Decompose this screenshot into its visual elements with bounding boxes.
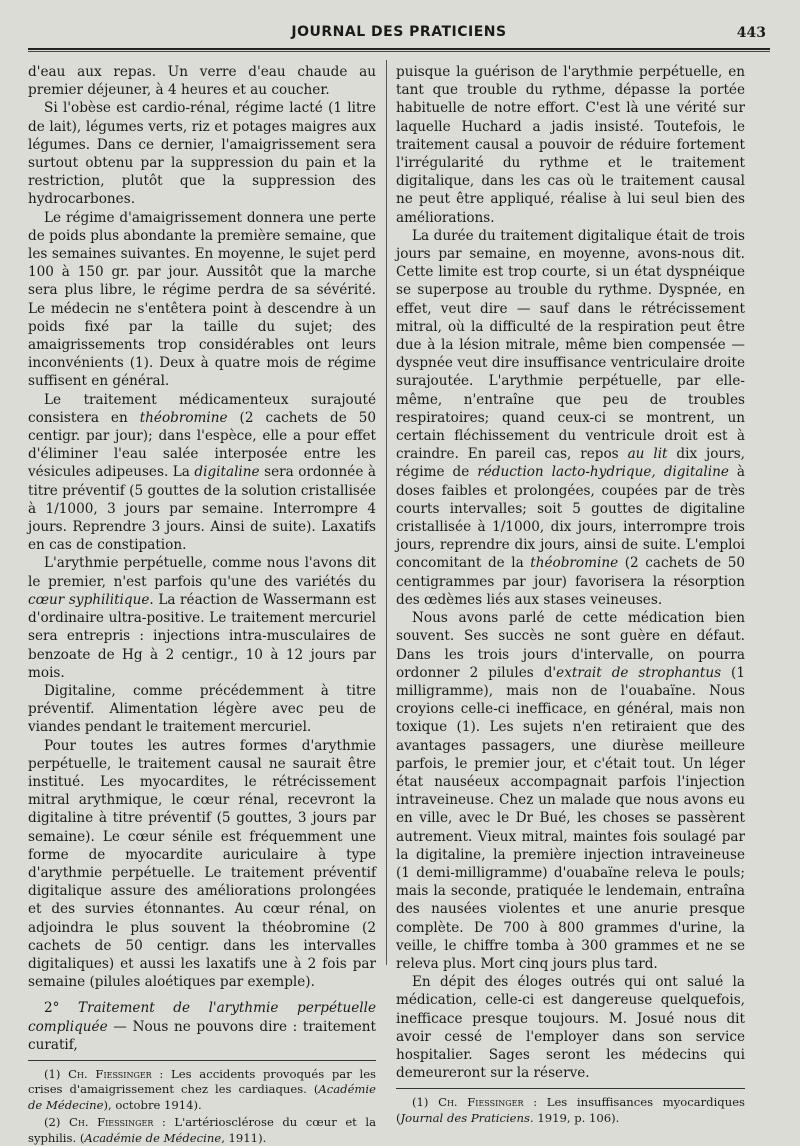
section-number: 2° xyxy=(44,1000,79,1017)
section-heading xyxy=(28,999,376,1054)
footnote-rule xyxy=(396,1088,745,1089)
footnote xyxy=(396,1095,745,1126)
text-run: à doses faibles et prolongées, coupées par de très courts intervalles; soit 5 gouttes de digitaline cristallisée à 1/1000, dix jours, interrompre trois jours, reprendre dix jours, ainsi de suite. L'emploi concomitant de la xyxy=(396,464,745,572)
page-number: 443 xyxy=(736,25,766,41)
italic-term: cœur syphilitique xyxy=(28,591,150,608)
text-run: (2 cachets de 50 centigr. par jour); dans l'espèce, elle a pour effet d'éliminer l'eau salée interposée entre les vésicules adipeuses. La xyxy=(28,409,377,481)
footnote-author: Ch. Fiessinger xyxy=(68,1066,152,1081)
footnote-author: Ch. Fiessinger xyxy=(438,1095,524,1110)
paragraph: puisque la guérison de l'arythmie perpétuelle, en tant que trouble du rythme, dépasse la portée habituelle de notre effort. C'est là une vérité sur laquelle Huchard a jadis insisté. Toutefois, le traitement causal a pouvoir de réduire fortement l'irrégularité du rythme et le traitement digitalique, dans les cas où le traitement causal ne peut être appliqué, réalise à lui seul bien des améliorations. xyxy=(396,64,745,226)
text-run: La durée du traitement digitalique était de trois jours par semaine, en moyenne, avons-nous dit. Cette limite est trop courte, si un état dyspnéique se superpose au trouble du rythme. Dyspnée, en effet, veut dire — sauf dans le rétrécissement mitral, où la difficulté de la respiration peut être due à la lésion mitrale, même bien compensée — dyspnée veut dire insuffisance ventriculaire droite surajoutée. L'arythmie perpétuelle, par elle-même, n'entraîne que peu de troubles respiratoires; quand ceux-ci se montrent, un certain fléchissement du ventricule droit est à craindre. En pareil cas, repos xyxy=(396,227,745,463)
column-separator xyxy=(386,60,387,965)
text-run: . 1919, p. 106). xyxy=(529,1110,620,1125)
text-run: (2 cachets de 50 centigrammes par jour) favorisera la résorption des œdèmes liés aux stases veineuses. xyxy=(396,555,745,608)
text-run: dix jours, régime de xyxy=(396,446,745,481)
italic-term: réduction lacto-hydrique, digitaline xyxy=(477,464,729,481)
paragraph: Pour toutes les autres formes d'arythmie perpétuelle, le traitement causal ne saurait être institué. Les myocardites, le rétrécissement mitral arythmique, le cœur rénal, recevront la digitaline à titre préventif (5 gouttes, 3 jours par semaine). Le cœur sénile est fréquemment une forme de myocardite auriculaire à type d'arythmie perpétuelle. Le traitement préventif digitalique assure des améliorations prolongées et des survies étonnantes. Au cœur rénal, on adjoindra le plus souvent la théobromine (2 cachets de 50 centigr. dans les intervalles digitaliques) et aussi les laxatifs une à 2 fois par semaine (pilules aloétiques par exemple). xyxy=(28,737,376,991)
paragraph: En dépit des éloges outrés qui ont salué la médication, celle-ci est dangereuse quelquefois, inefficace presque toujours. M. Josué nous dit avoir cessé de l'employer dans son service hospitalier. Sages seront les médecins qui demeureront sur la réserve. xyxy=(396,974,745,1082)
text-run: : Les insuffisances myocardiques ( xyxy=(396,1095,746,1125)
section-title: Traitement de l'arythmie perpétuelle compliquée xyxy=(28,1000,376,1035)
italic-term: digitaline xyxy=(194,464,260,481)
footnote-rule xyxy=(28,1060,376,1061)
paragraph: Le régime d'amaigrissement donnera une perte de poids plus abondante la première semaine, que les semaines suivantes. En moyenne, le sujet perd 100 à 150 gr. par jour. Aussitôt que la marche sera plus libre, le régime perdra de sa sévérité. Le médecin ne s'entêtera point à descendre à un poids fixé par la taille du sujet; des amaigrissements trop considérables ont leurs inconvénients (1). Deux à quatre mois de régime suffisent en général. xyxy=(28,209,377,390)
footnote-source: Journal des Praticiens xyxy=(400,1110,530,1125)
footnote-marker: (1) xyxy=(412,1095,439,1110)
paragraph xyxy=(396,609,745,973)
footnote-marker: (1) xyxy=(44,1066,69,1081)
text-run: (1 milligramme), mais non de l'ouabaïne. Nous croyions celle-ci inefficace, en général, mais non toxique (1). Les sujets n'en retiraient que des avantages passagers, une diurèse meilleure parfois, le premier jour, et c'était tout. Un léger état nauséeux accompagnait parfois l'injection intraveineuse. Chez un malade que nous avons eu en ville, avec le Dr Bué, les choses se passèrent autrement. Vieux mitral, maintes fois soulagé par la digitaline, la première injection intraveineuse (1 demi-milligramme) d'ouabaïne releva le pouls; mais la seconde, pratiquée le lendemain, entraîna des nausées violentes et une anurie presque complète. De 700 à 800 grammes d'urine, la veille, le chiffre tomba à 300 grammes et ne se releva plus. Mort cinq jours plus tard. xyxy=(396,664,746,972)
text-run: — Nous ne pouvons dire : traitement curatif, xyxy=(28,1018,376,1053)
footnote xyxy=(28,1067,376,1114)
paragraph xyxy=(28,554,376,681)
paragraph: d'eau aux repas. Un verre d'eau chaude au premier déjeuner, à 4 heures et au coucher. xyxy=(28,64,376,99)
header-rule xyxy=(28,48,770,52)
text-run: : Les accidents provoqués par les crises d'amaigrissement chez les cardiaques. ( xyxy=(28,1066,377,1097)
text-run: : L'artériosclérose du cœur et la syphilis. ( xyxy=(28,1115,377,1145)
paragraph xyxy=(28,391,376,555)
paragraph xyxy=(396,227,745,609)
paragraph: Digitaline, comme précédemment à titre préventif. Alimentation légère avec peu de viandes pendant le traitement mercuriel. xyxy=(28,682,376,736)
italic-term: théobromine xyxy=(139,409,228,426)
italic-term: extrait de strophantus xyxy=(556,664,722,681)
footnote-marker: (2) xyxy=(44,1115,69,1130)
footnote-source: Académie de Médecine xyxy=(84,1130,222,1145)
text-run: Le traitement médicamenteux surajouté consistera en xyxy=(28,391,376,426)
text-run: sera ordonnée à titre préventif (5 gouttes de la solution cristallisée à 1/1000, 3 jours par semaine. Interrompre 4 jours. Reprendre 3 jours. Ainsi de suite). Laxatifs en cas de constipation. xyxy=(28,464,377,554)
italic-term: au lit xyxy=(627,446,668,463)
text-run: L'arythmie perpétuelle, comme nous l'avons dit le premier, n'est parfois qu'une des variétés du xyxy=(28,555,376,590)
footnote xyxy=(28,1115,376,1146)
right-column xyxy=(396,63,745,1126)
page-header xyxy=(28,24,770,46)
journal-title: JOURNAL DES PRATICIENS xyxy=(291,24,507,40)
italic-term: théobromine xyxy=(530,555,619,572)
left-column xyxy=(28,63,376,1146)
text-run: ), octobre 1914). xyxy=(103,1097,202,1112)
text-run: , 1911). xyxy=(221,1130,267,1145)
text-run: . La réaction de Wassermann est d'ordinaire ultra-positive. Le traitement mercuriel sera entrepris : injections intra-musculaires de benzoate de Hg à 2 centigr., 10 à 12 jours par mois. xyxy=(28,591,376,681)
footnote-source: Académie de Médecine xyxy=(28,1082,376,1112)
text-run: Nous avons parlé de cette médication bien souvent. Ses succès ne sont guère en défaut. Dans les trois jours d'intervalle, on pourra ordonner 2 pilules d' xyxy=(396,610,745,681)
paragraph: Si l'obèse est cardio-rénal, régime lacté (1 litre de lait), légumes verts, riz et potages maigres aux légumes. Dans ce dernier, l'amaigrissement sera surtout obtenu par la suppression du pain et la restriction, plutôt que la suppression des hydrocarbones. xyxy=(28,100,376,208)
footnote-author: Ch. Fiessinger xyxy=(68,1115,154,1130)
